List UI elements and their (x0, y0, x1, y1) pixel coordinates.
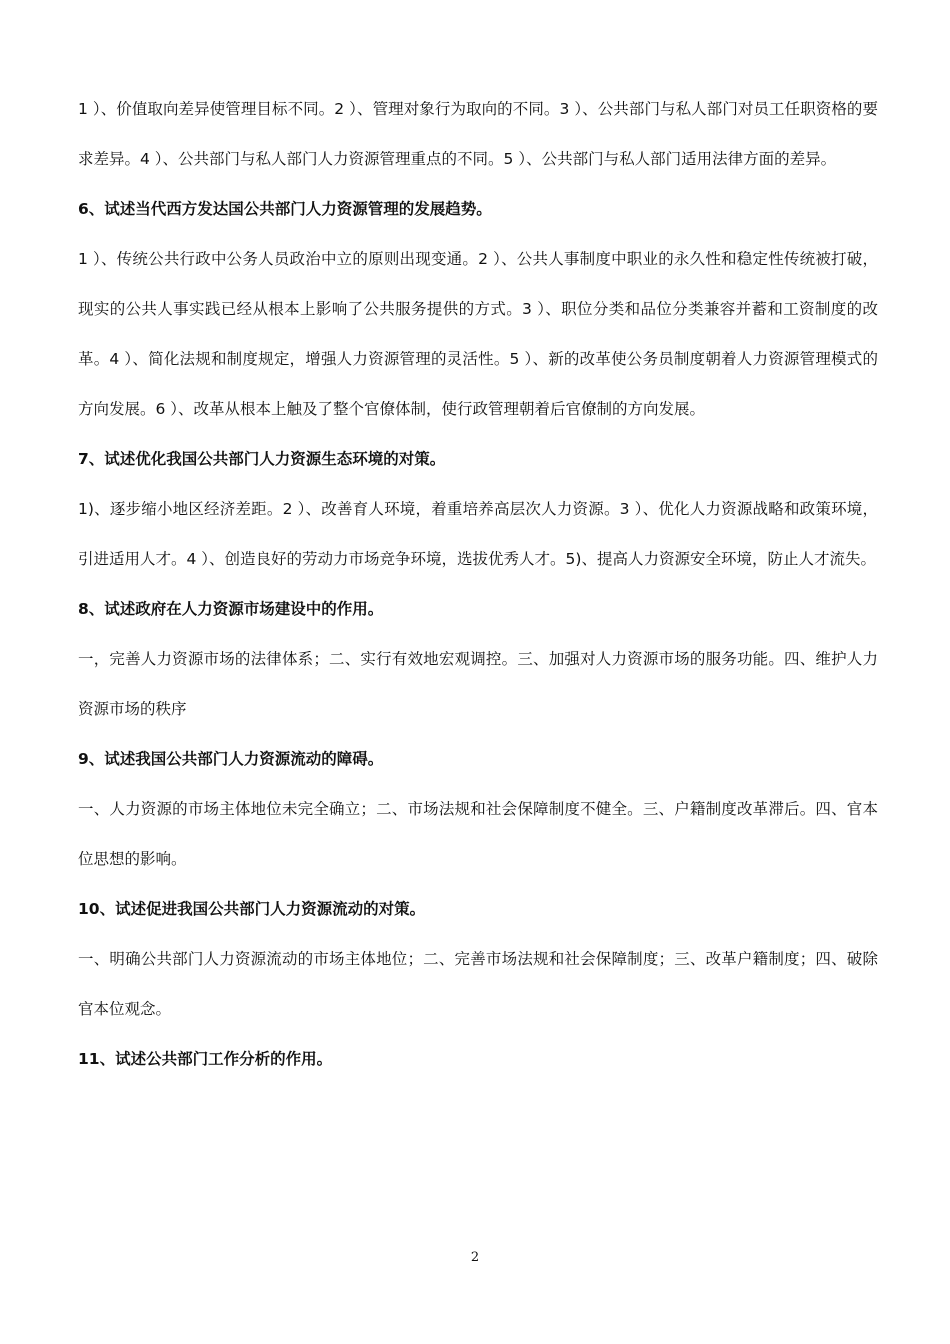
answer-paragraph-9: 一、人力资源的市场主体地位未完全确立；二、市场法规和社会保障制度不健全。三、户籍制度改革滞后。四、官本位思想的影响。 (78, 800, 878, 868)
question-heading-11: 11、试述公共部门工作分析的作用。 (78, 1050, 333, 1068)
answer-paragraph: 1 ）、价值取向差异使管理目标不同。2 ）、管理对象行为取向的不同。3 ）、公共部门与私人部门对员工任职资格的要求差异。4 ）、公共部门与私人部门人力资源管理重点的不同。5 ）、公共部门与私人部门适用法律方面的差异。 (78, 100, 878, 168)
answer-paragraph-7: 1)、逐步缩小地区经济差距。2 ）、改善育人环境，着重培养高层次人力资源。3 ）、优化人力资源战略和政策环境，引进适用人才。4 ）、创造良好的劳动力市场竞争环境，选拔优秀人才。5)、提高人力资源安全环境，防止人才流失。 (78, 500, 878, 568)
question-heading-6: 6、试述当代西方发达国公共部门人力资源管理的发展趋势。 (78, 200, 492, 218)
page-number: 2 (470, 1250, 480, 1265)
question-heading-7: 7、试述优化我国公共部门人力资源生态环境的对策。 (78, 450, 446, 468)
answer-paragraph-10: 一、明确公共部门人力资源流动的市场主体地位；二、完善市场法规和社会保障制度；三、改革户籍制度；四、破除官本位观念。 (78, 950, 878, 1018)
question-heading-10: 10、试述促进我国公共部门人力资源流动的对策。 (78, 900, 426, 918)
answer-paragraph-8: 一，完善人力资源市场的法律体系；二、实行有效地宏观调控。三、加强对人力资源市场的服务功能。四、维护人力资源市场的秩序 (78, 650, 878, 718)
question-heading-9: 9、试述我国公共部门人力资源流动的障碍。 (78, 750, 384, 768)
answer-paragraph-6: 1 ）、传统公共行政中公务人员政治中立的原则出现变通。2 ）、公共人事制度中职业的永久性和稳定性传统被打破，现实的公共人事实践已经从根本上影响了公共服务提供的方式。3 ）、职位分类和品位分类兼容并蓄和工资制度的改革。4 ）、简化法规和制度规定，增强人力资源管理的灵活性。5 ）、新的改革使公务员制度朝着人力资源管理模式的方向发展。6 ）、改革从根本上触及了整个官僚体制，使行政管理朝着后官僚制的方向发展。 (78, 250, 878, 418)
question-heading-8: 8、试述政府在人力资源市场建设中的作用。 (78, 600, 384, 618)
document-body (78, 84, 878, 1084)
